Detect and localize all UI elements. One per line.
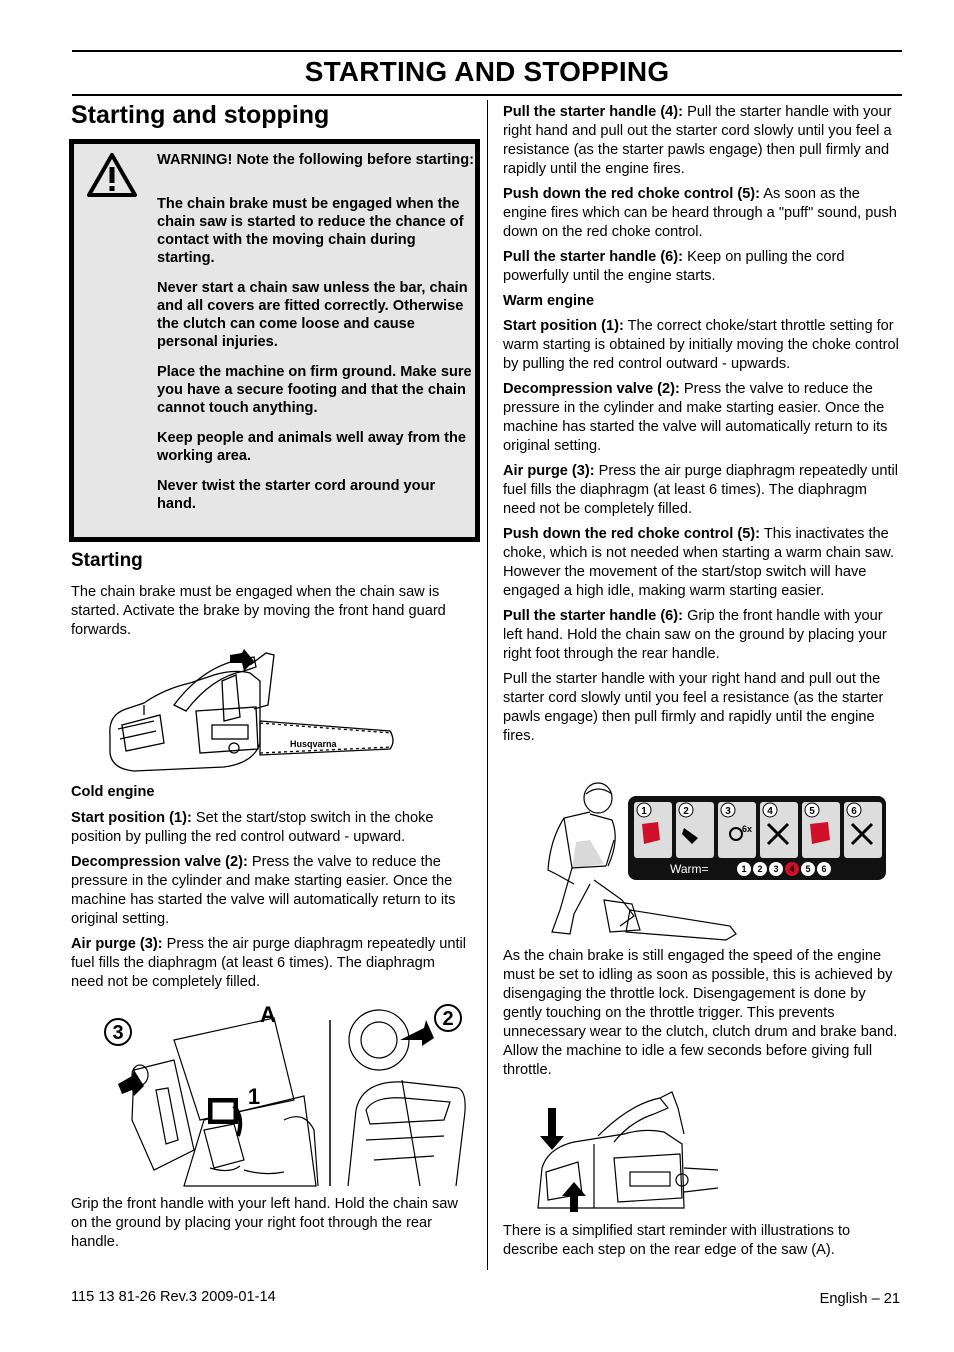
warm-item	[503, 607, 903, 664]
step-text: Keep on pulling the cord powerfully until the engine starts.	[503, 249, 845, 284]
warm-item	[503, 317, 903, 374]
warning-paragraph: Never start a chain saw unless the bar, chain and all covers are fitted correctly. Otherwise the clutch can come loose and cause personal injuries.	[157, 280, 468, 350]
reminder-step-number: 5	[809, 806, 815, 817]
warm-item-text: Grip the front handle with your left hand. Hold the chain saw on the ground by placing your right foot through the rear handle.	[503, 608, 887, 662]
cold-item-text: Set the start/stop switch in the choke position by pulling the red control outward - upward.	[71, 810, 434, 845]
warning-triangle-icon	[86, 152, 138, 198]
step-push-5	[503, 185, 903, 242]
cold-engine-list	[71, 809, 471, 998]
controls-illustration	[104, 1000, 470, 1190]
warm-step: 4	[789, 864, 795, 874]
right-column	[503, 103, 903, 752]
warm-sequence-label: Warm=	[670, 862, 709, 876]
warm-item-text: Press the air purge diaphragm repeatedly until fuel fills the diaphragm (at least 6 times). The diaphragm need not be completely filled.	[503, 463, 899, 517]
warm-item	[503, 462, 903, 519]
starting-intro: The chain brake must be engaged when the chain saw is started. Activate the brake by moving the front hand guard forwards.	[71, 584, 446, 638]
header-top-rule	[72, 50, 902, 52]
column-divider	[487, 100, 488, 1270]
step-text: As soon as the engine fires which can be heard through a "puff" sound, push down on the red choke control.	[503, 186, 897, 240]
footer-page-number: English – 21	[819, 1291, 900, 1307]
idle-text: As the chain brake is still engaged the speed of the engine must be set to idling as soon as possible, this is achieved by disengaging the throttle lock. Disengagement is done by gently touching on the throttle trigger. This prevents unnecessary wear to the clutch, clutch drum and brake band. Allow the machine to idle a few seconds before giving full throttle.	[503, 948, 898, 1078]
cold-item-text: Press the valve to reduce the pressure in the cylinder and make starting easier. Once the machine has started the valve will automatically return to its original setting.	[71, 854, 456, 927]
cold-item-label: Air purge (3):	[71, 936, 163, 952]
cold-item-label: Decompression valve (2):	[71, 854, 248, 870]
cold-item-label: Start position (1):	[71, 810, 192, 826]
cold-item-text: Press the air purge diaphragm repeatedly until fuel fills the diaphragm (at least 6 times). The diaphragm need not be completely filled.	[71, 936, 467, 990]
warm-step: 6	[821, 864, 827, 874]
warning-paragraph: Place the machine on firm ground. Make sure you have a secure footing and that the chain cannot touch anything.	[157, 364, 472, 416]
reminder-step-number: 3	[725, 806, 731, 817]
warm-item-label: Push down the red choke control (5):	[503, 526, 761, 542]
step-label: Push down the red choke control (5):	[503, 186, 761, 202]
throttle-illustration	[534, 1088, 720, 1214]
reminder-step-number: 4	[767, 806, 773, 817]
warm-item-label: Decompression valve (2):	[503, 381, 680, 397]
warm-item	[503, 380, 903, 456]
warm-step: 5	[805, 864, 811, 874]
figure-label-3: 3	[112, 1022, 124, 1044]
cold-engine-title: Cold engine	[71, 784, 155, 800]
warning-paragraph: Keep people and animals well away from the working area.	[157, 430, 466, 464]
reminder-step-number: 1	[641, 806, 647, 817]
grip-text: Grip the front handle with your left hand. Hold the chain saw on the ground by placing your right foot through the rear handle.	[71, 1196, 458, 1250]
warning-text	[157, 151, 477, 525]
warm-step: 2	[757, 864, 763, 874]
cold-item	[71, 853, 471, 929]
warm-item-text: This inactivates the choke, which is not needed when starting a warm chain saw. However the movement of the start/stop switch will have engaged a high idle, making warm starting easier.	[503, 526, 895, 599]
warm-item-label: Air purge (3):	[503, 463, 595, 479]
warm-step: 3	[773, 864, 779, 874]
step-label: Pull the starter handle (6):	[503, 249, 684, 265]
chainsaw-brake-illustration	[104, 645, 396, 777]
reminder-step-number: 2	[683, 806, 689, 817]
bar-brand-text: Husqvarna	[290, 739, 337, 749]
header-bottom-rule	[72, 94, 902, 96]
figure-label-a: A	[260, 1002, 276, 1027]
warm-item-text: The correct choke/start throttle setting for warm starting is obtained by initially moving the choke control by pulling the red control outward - upwards.	[503, 318, 899, 372]
figure-label-2: 2	[442, 1008, 454, 1030]
warm-item-label: Start position (1):	[503, 318, 624, 334]
reminder-text: There is a simplified start reminder with illustrations to describe each step on the rear edge of the saw (A).	[503, 1223, 851, 1258]
warning-paragraph: WARNING! Note the following before starting:	[157, 152, 474, 168]
warning-paragraph: The chain brake must be engaged when the chain saw is started to reduce the chance of contact with the moving chain during starting.	[157, 196, 464, 266]
cold-item	[71, 809, 471, 847]
step-label: Pull the starter handle (4):	[503, 104, 684, 120]
step-text: Pull the starter handle with your right hand and pull out the starter cord slowly until you feel a resistance (as the starter pawls engage) then pull firmly and rapidly until the engine fires.	[503, 104, 892, 177]
times-label: 6x	[742, 824, 753, 834]
footer-doc-id: 115 13 81-26 Rev.3 2009-01-14	[71, 1289, 276, 1305]
reminder-step-number: 6	[851, 806, 857, 817]
warm-step: 1	[741, 864, 747, 874]
cold-item	[71, 935, 471, 992]
warning-paragraph: Never twist the starter cord around your hand.	[157, 478, 436, 512]
warm-item-label: Pull the starter handle (6):	[503, 608, 684, 624]
step-pull-6	[503, 248, 903, 286]
section-title: Starting and stopping	[71, 101, 330, 129]
starting-title: Starting	[71, 550, 143, 571]
figure-label-1: 1	[247, 1084, 261, 1109]
starting-operator-illustration	[530, 780, 890, 944]
warm-item-text: Press the valve to reduce the pressure in the cylinder and make starting easier. Once the machine has started the valve will automatically return to its original setting.	[503, 381, 888, 454]
step-pull-4	[503, 103, 903, 179]
warm-engine-title: Warm engine	[503, 293, 595, 309]
warm-pull-cord: Pull the starter handle with your right hand and pull out the starter cord slowly until you feel a resistance (as the starter pawls engage) then pull firmly and rapidly until the engine fires.	[503, 671, 884, 744]
warning-box	[69, 139, 480, 542]
warm-item	[503, 525, 903, 601]
page-header-title: STARTING AND STOPPING	[304, 56, 670, 87]
